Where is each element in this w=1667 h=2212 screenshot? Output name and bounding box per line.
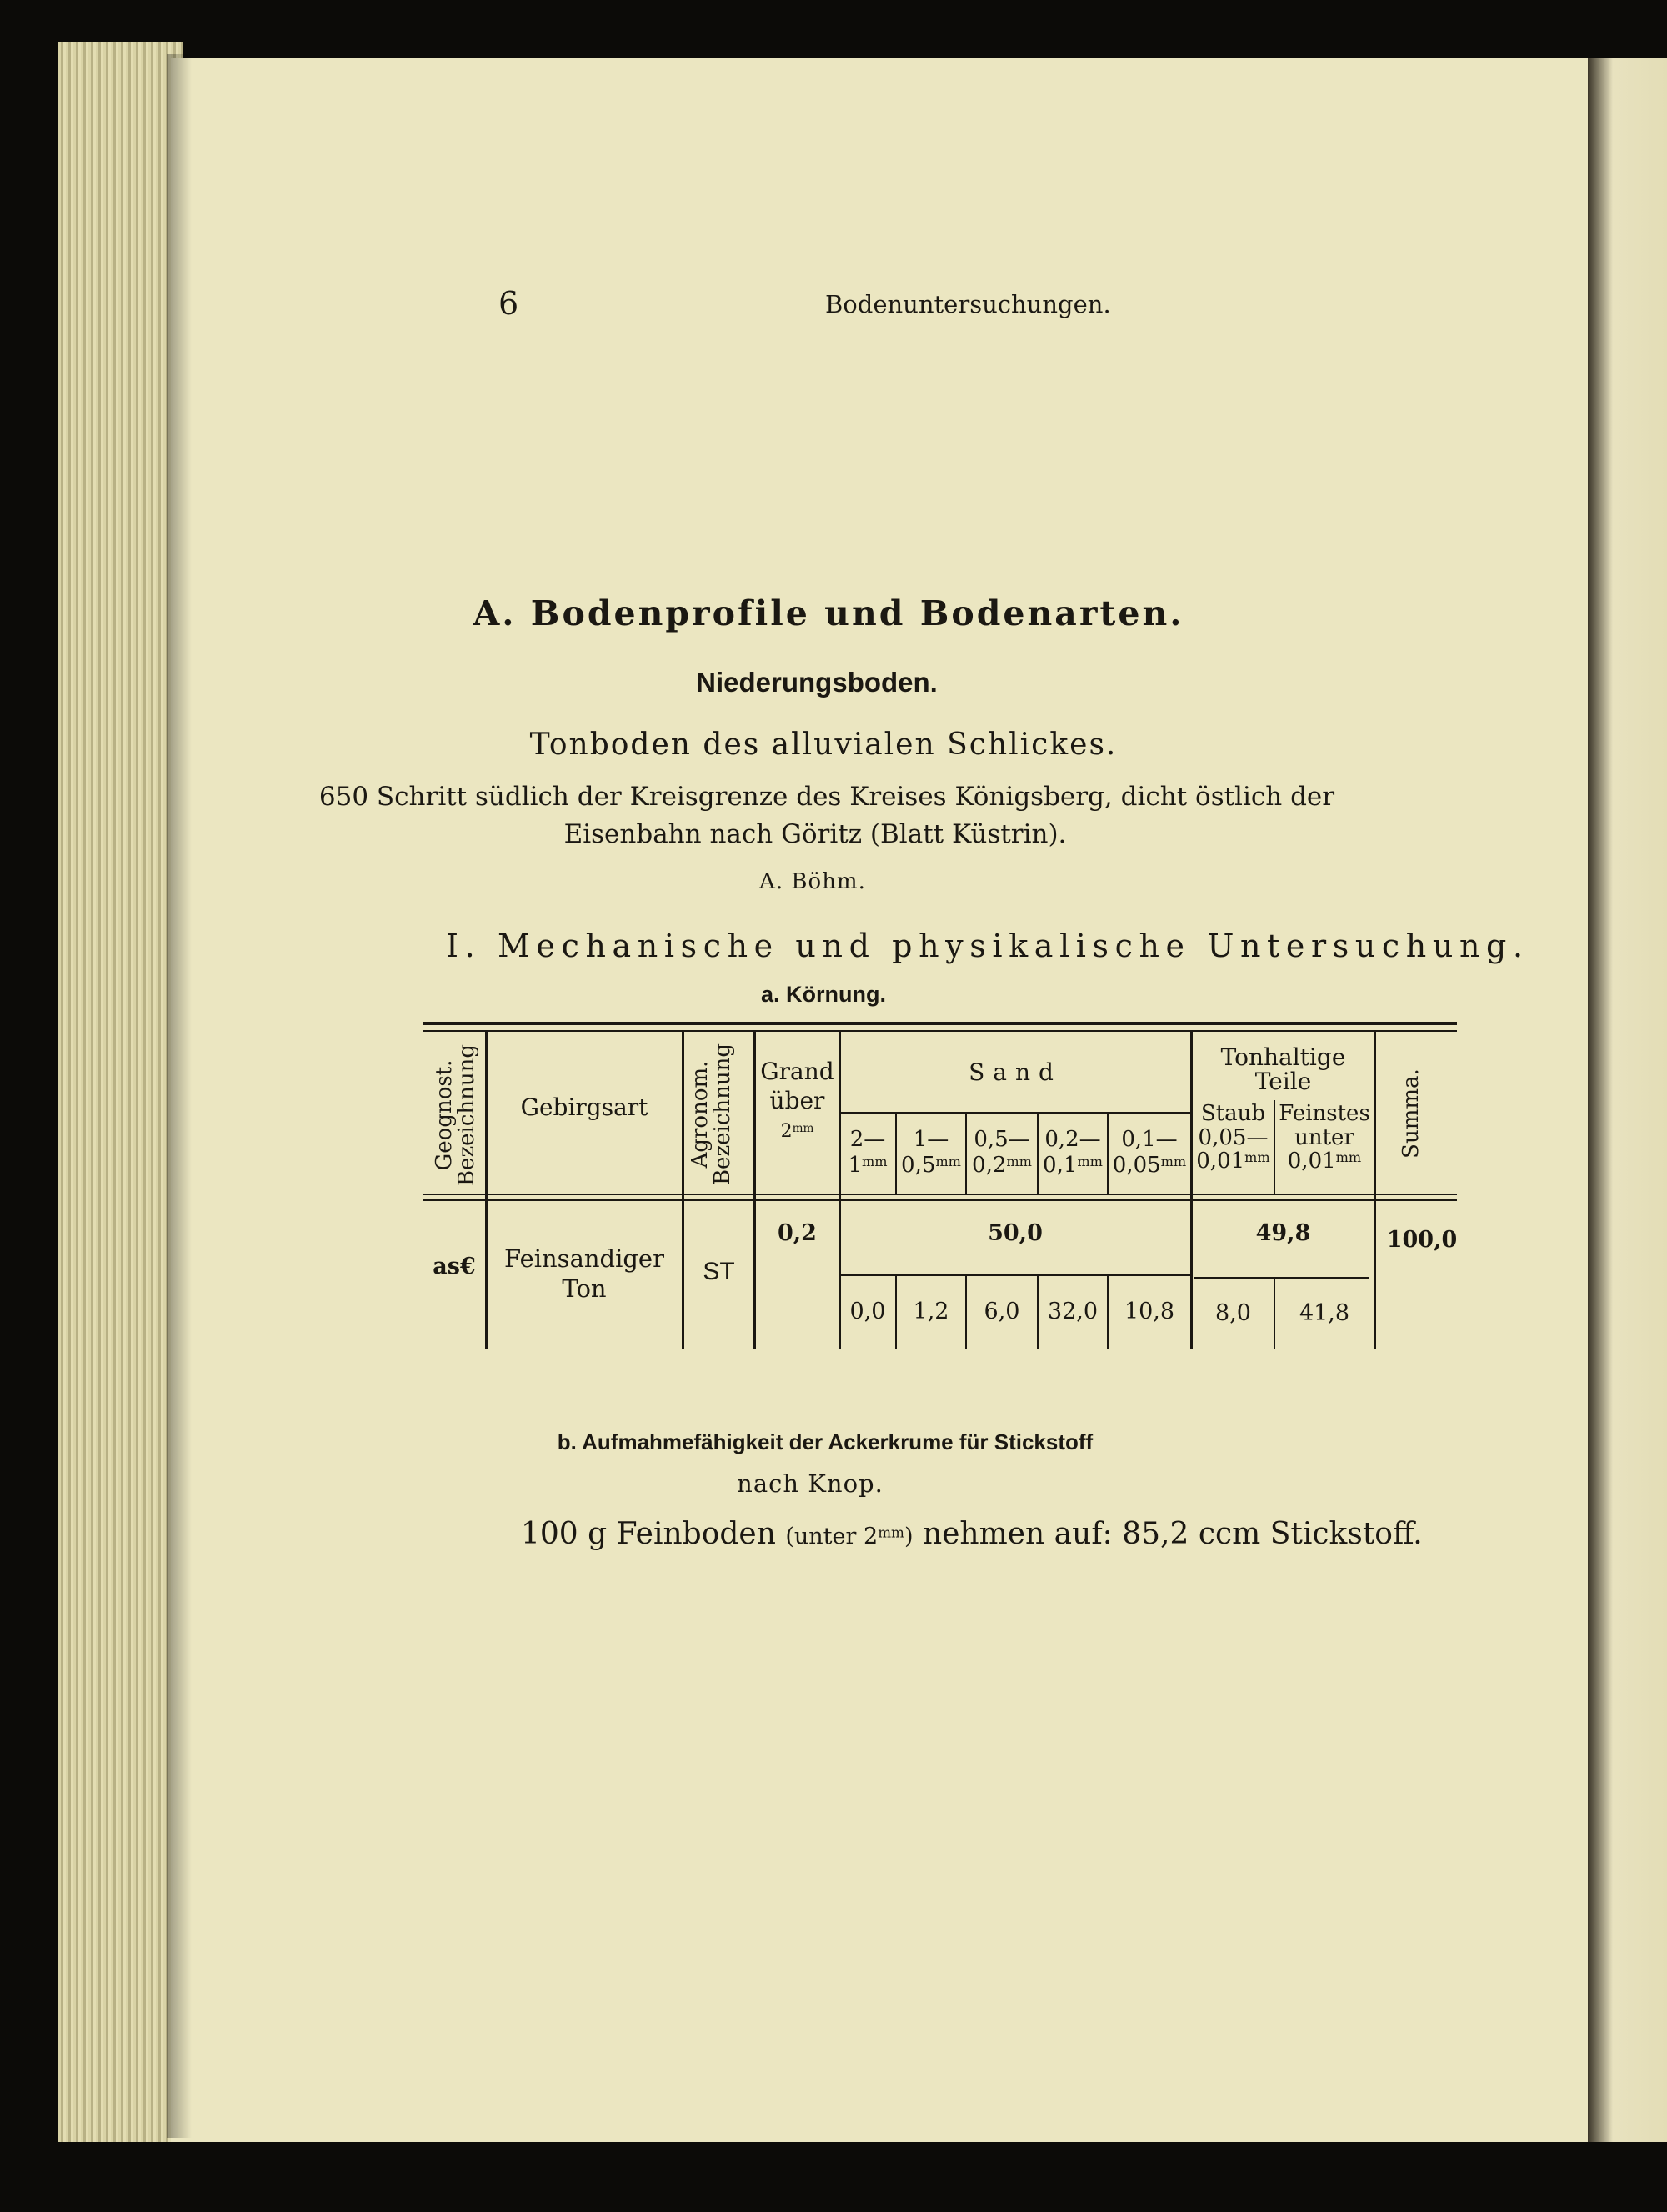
next-page-edge [1588,58,1667,2142]
ton-col-feinstes: Feinstes unter $0,01^{mm}$ [1279,1101,1370,1174]
location-line-1: 650 Schritt südlich der Kreisgrenze des Kreises Königsberg, dicht östlich der [318,782,1335,812]
cell-ton-total: 49,8 [1255,1220,1311,1246]
header-gebirgsart: Gebirgsart [520,1093,648,1121]
cell-agronom: ST [703,1258,735,1285]
running-head: Bodenuntersuchungen. [825,290,1111,318]
nitrogen-method: nach Knop. [737,1469,884,1498]
cell-ton-staub: 8,0 [1215,1300,1251,1326]
spine-shadow [167,54,192,2138]
table-top-rule-thick [423,1022,1457,1025]
col-rule-6 [1374,1032,1376,1349]
cell-grand: 0,2 [778,1220,817,1246]
header-bottom-rule-2 [423,1199,1457,1201]
sand-col-1-05mm: 1— $0,5^{mm}$ [901,1127,961,1179]
section-title: A. Bodenprofile und Bodenarten. [473,593,1184,633]
table-top-rule-thin [423,1030,1457,1032]
nitrogen-result-suffix: nehmen auf: 85,2 ccm Stickstoff. [922,1517,1423,1551]
cell-summa: 100,0 [1386,1227,1458,1253]
cell-sand-02-01mm: 32,0 [1047,1299,1099,1324]
sand-subheader-rule [840,1112,1190,1114]
part-title: I. Mechanische und physikalische Untersuchung. [446,928,1529,964]
section-subtitle: Niederungsboden. [696,667,938,698]
sand-col-05-02mm: 0,5— $0,2^{mm}$ [972,1127,1032,1179]
header-summa: Summa. [1399,1068,1424,1159]
author: A. Böhm. [759,869,866,894]
cell-ton-feinstes: 41,8 [1299,1300,1350,1326]
location-line-2: Eisenbahn nach Göritz (Blatt Küstrin). [563,819,1067,849]
col-rule-2 [682,1032,684,1349]
header-agronom: Agronom. Bezeichnung [688,1043,736,1186]
nitrogen-title: b. Aufmahmefähigkeit der Ackerkrume für Stickstoff [557,1429,1094,1454]
cell-sand-05-02mm: 6,0 [984,1299,1020,1324]
header-tonhaltige: Tonhaltige Teile [1220,1043,1346,1096]
cell-sand-2-1mm: 0,0 [849,1299,886,1324]
soil-type: Tonboden des alluvialen Schlickes. [529,728,1118,762]
header-sand: Sand [969,1058,1062,1086]
header-grand: Grand über $2^{mm}$ [760,1058,834,1142]
cell-sand-total: 50,0 [988,1220,1043,1246]
header-bottom-rule [423,1194,1457,1195]
header-geognost: Geognost. Bezeichnung [432,1043,480,1187]
page-number: 6 [498,285,519,322]
nitrogen-result-prefix: 100 g Feinboden [521,1517,776,1551]
sand-col-02-01mm: 0,2— $0,1^{mm}$ [1043,1127,1103,1179]
nitrogen-result [521,1517,1423,1551]
cell-geognost: as€ [433,1254,476,1279]
table-caption: a. Körnung. [761,982,886,1007]
totals-rule-sand [840,1274,1190,1276]
sand-col-01-005mm: 0,1— $0,05^{mm}$ [1112,1127,1187,1179]
sand-col-2-1mm: 2— $1^{mm}$ [848,1127,888,1179]
cell-gebirgsart: Feinsandiger Ton [504,1244,664,1304]
cell-sand-1-05mm: 1,2 [913,1299,949,1324]
nitrogen-result-paren: (unter $2^{mm}$) [785,1524,914,1549]
cell-sand-01-005mm: 10,8 [1124,1299,1175,1324]
ton-col-staub: Staub 0,05— $0,01^{mm}$ [1196,1101,1270,1174]
book-page-edges [58,42,183,2142]
totals-rule-ton [1194,1277,1369,1279]
